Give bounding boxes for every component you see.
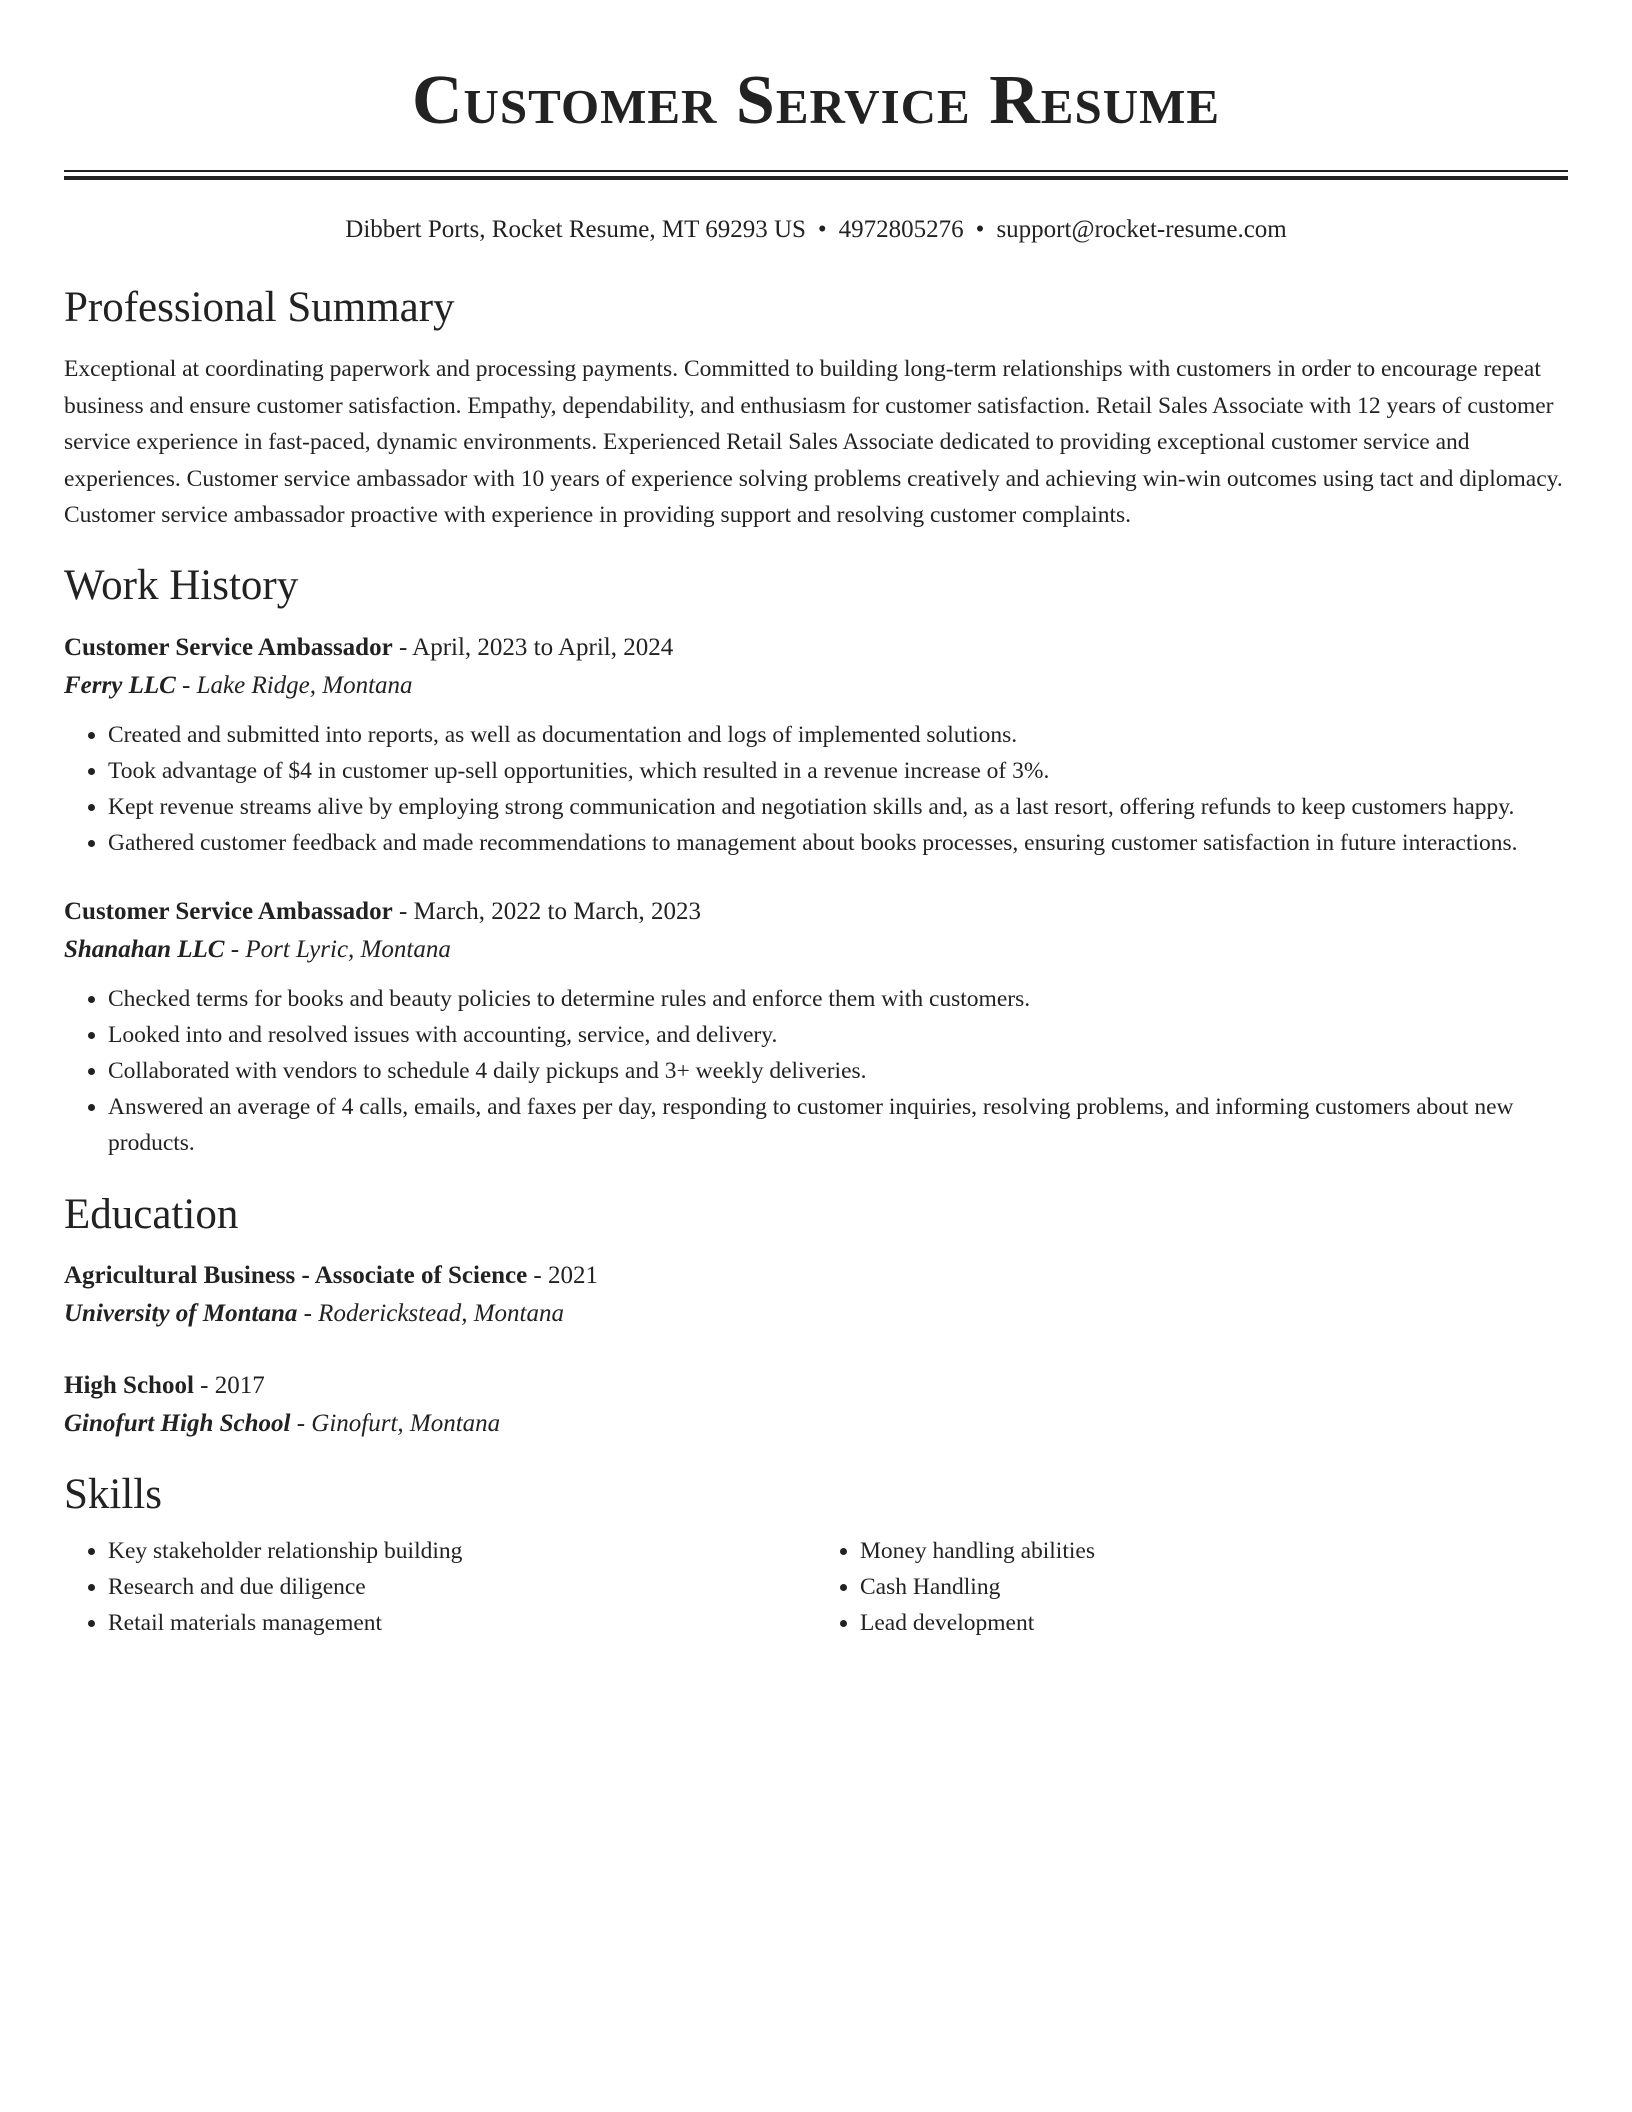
work-history-heading: Work History [64,561,299,609]
education-school: Ginofurt High School [64,1409,291,1437]
summary-heading: Professional Summary [64,284,455,331]
job-bullet: • Collaborated with vendors to schedule 4 daily pickups and 3+ weekly deliveries. [108,1053,1568,1089]
job-bullet: • Gathered customer feedback and made recommendations to management about books processes, ensuring customer satisfaction in future interactions. [108,825,1568,861]
job-dates: - March, 2022 to March, 2023 [392,897,701,925]
job-title-line [64,893,1568,931]
job-title: Customer Service Ambassador [64,897,393,925]
contact-separator: • [817,216,827,243]
job-bullet: • Created and submitted into reports, as well as documentation and logs of implemented solutions. [108,717,1568,753]
job-bullet: • Kept revenue streams alive by employing strong communication and negotiation skills and, as a last resort, offering refunds to keep customers happy. [108,789,1568,825]
education-school-line [64,1405,1568,1443]
education-school: University of Montana [64,1299,298,1327]
job-bullet: • Took advantage of $4 in customer up-sell opportunities, which resulted in a revenue increase of 3%. [108,753,1568,789]
job-location: - Port Lyric, Montana [224,935,451,963]
job-company: Ferry LLC [64,671,176,699]
contact-address: Dibbert Ports, Rocket Resume, MT 69293 US [345,216,806,243]
education-degree: High School [64,1371,194,1399]
skill-item: • Money handling abilities [860,1533,1568,1569]
job-bullet: • Looked into and resolved issues with accounting, service, and delivery. [108,1017,1568,1053]
job-bullet-list [64,981,1568,1161]
skills-list [816,1533,1568,1641]
skills-column-left [64,1533,816,1641]
contact-line [64,214,1568,246]
skill-item: • Research and due diligence [108,1569,816,1605]
job-entry [64,893,1568,1161]
education-location: - Roderickstead, Montana [297,1299,564,1327]
education-degree-line [64,1257,1568,1295]
job-bullet: • Answered an average of 4 calls, emails, and faxes per day, responding to customer inquiries, resolving problems, and informing customers about new products. [108,1089,1568,1161]
job-entry [64,629,1568,861]
job-bullet-list [64,717,1568,861]
title-divider [64,170,1568,180]
education-year: - 2021 [527,1261,598,1289]
skills-column-right [816,1533,1568,1641]
job-company: Shanahan LLC [64,935,225,963]
job-location: - Lake Ridge, Montana [175,671,413,699]
education-location: - Ginofurt, Montana [290,1409,501,1437]
education-school-line [64,1295,1568,1333]
contact-separator: • [975,216,985,243]
job-title: Customer Service Ambassador [64,633,393,661]
job-title-line [64,629,1568,667]
education-entry [64,1367,1568,1443]
job-dates: - April, 2023 to April, 2024 [392,633,674,661]
skill-item: • Retail materials management [108,1605,816,1641]
summary-text: Exceptional at coordinating paperwork and processing payments. Committed to building long-term relationships with customers in order to encourage repeat business and ensure customer satisfaction. Empathy, dependability, and enthusiasm for customer satisfaction. Retail Sales Associate with 12 years of customer service experience in fast-paced, dynamic environments. Experienced Retail Sales Associate dedicated to providing exceptional customer service and experiences. Customer service ambassador with 10 years of experience solving problems creatively and achieving win-win outcomes using tact and diplomacy. Customer service ambassador proactive with experience in providing support and resolving customer complaints. [64,356,1563,528]
education-year: - 2017 [193,1371,265,1399]
contact-phone: 4972805276 [838,216,964,243]
contact-email: support@rocket-resume.com [996,216,1287,243]
skills-grid [64,1533,1568,1641]
education-degree: Agricultural Business - Associate of Science [64,1261,528,1289]
skill-item: • Key stakeholder relationship building [108,1533,816,1569]
skill-item: • Cash Handling [860,1569,1568,1605]
skills-heading: Skills [64,1470,162,1518]
education-heading: Education [64,1190,239,1238]
job-company-line [64,667,1568,705]
job-bullet: • Checked terms for books and beauty policies to determine rules and enforce them with customers. [108,981,1568,1017]
job-company-line [64,931,1568,969]
education-entry [64,1257,1568,1333]
resume-title: Customer Service Resume [411,62,1221,139]
education-degree-line [64,1367,1568,1405]
skills-list [64,1533,816,1641]
skill-item: • Lead development [860,1605,1568,1641]
